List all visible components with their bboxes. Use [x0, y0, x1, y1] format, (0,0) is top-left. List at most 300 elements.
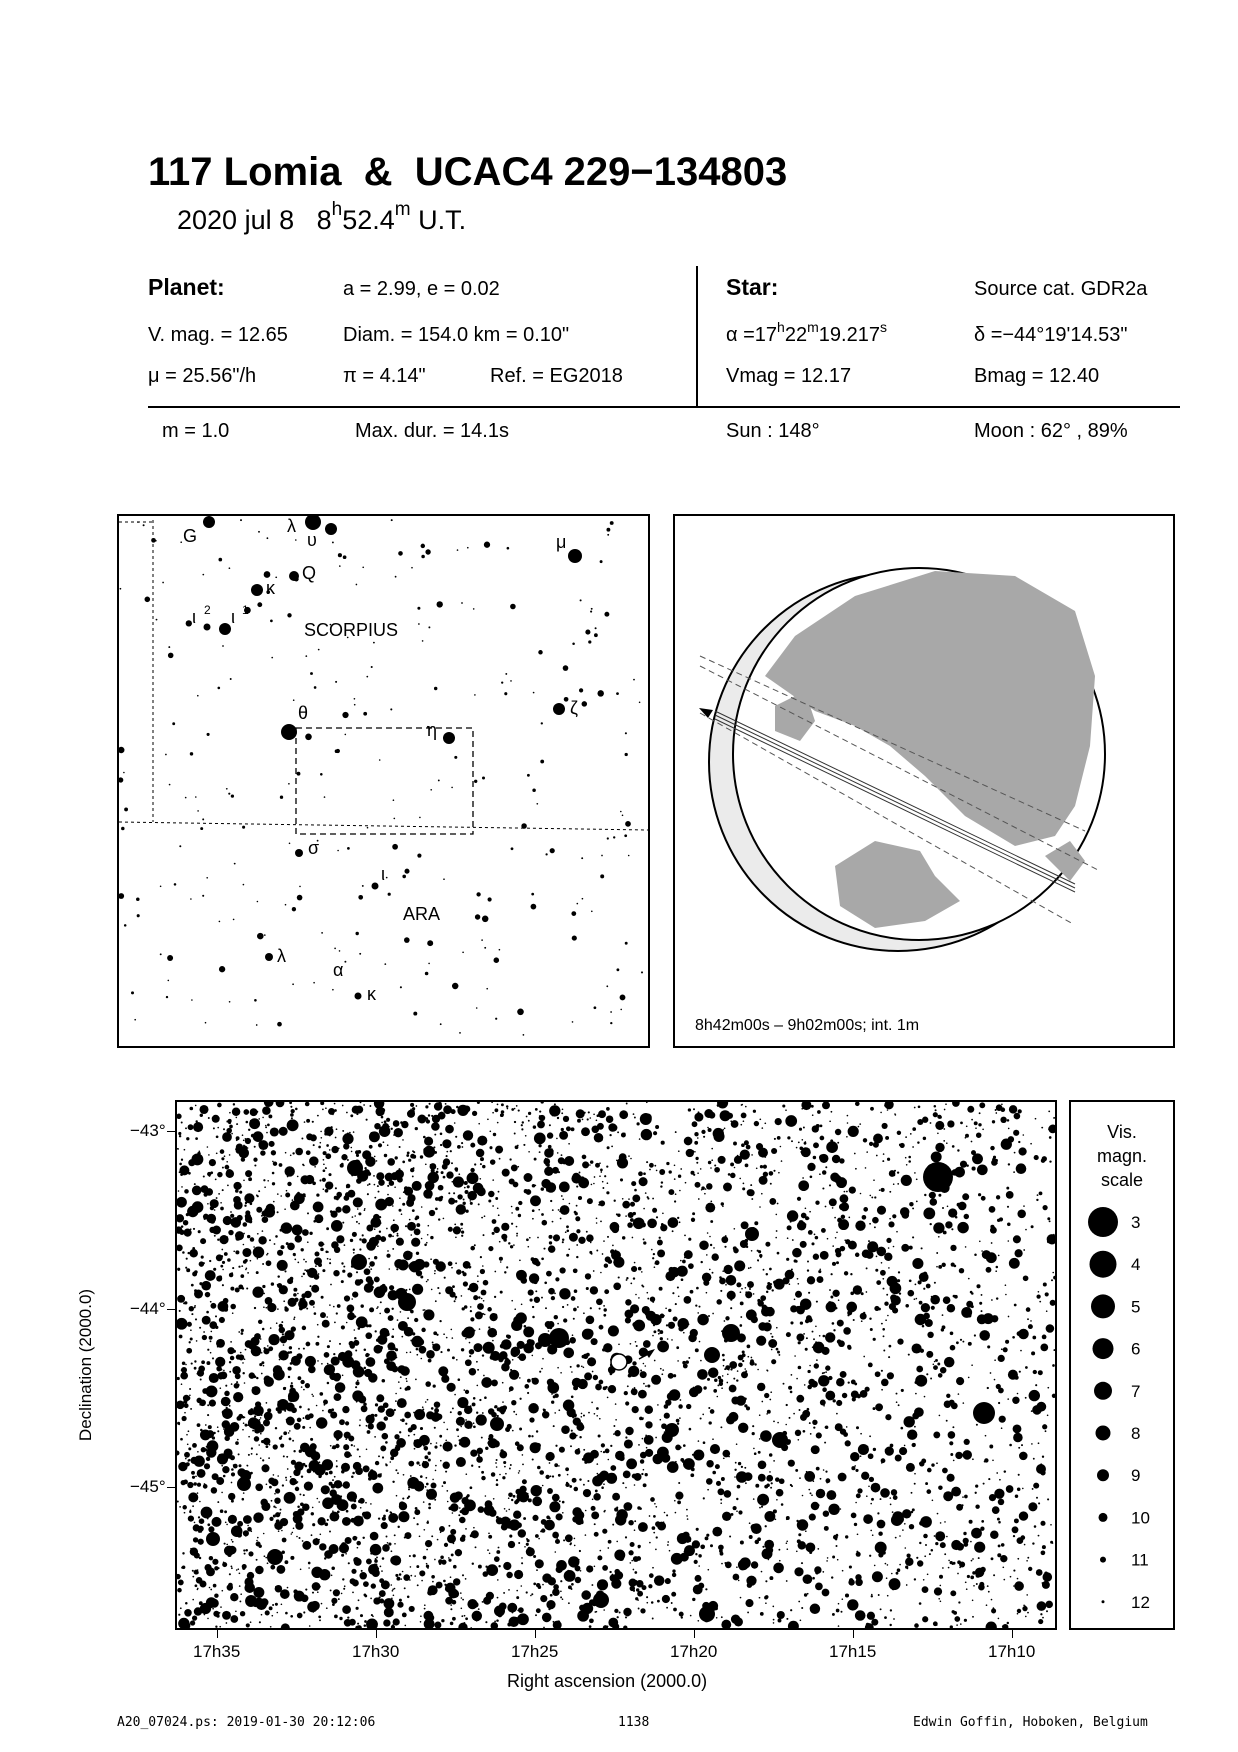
field-star	[933, 1365, 938, 1370]
field-star	[683, 1444, 686, 1447]
field-star	[412, 1150, 414, 1152]
field-star	[391, 1555, 401, 1565]
field-star	[188, 1447, 191, 1450]
field-star	[531, 893, 534, 896]
field-star	[369, 1105, 371, 1107]
field-star	[581, 1365, 583, 1367]
field-star	[886, 1294, 888, 1296]
field-star	[201, 1447, 206, 1452]
field-star	[773, 1170, 775, 1172]
field-star	[777, 1351, 780, 1354]
field-star	[823, 1405, 825, 1407]
field-star	[374, 1276, 380, 1282]
field-star	[678, 1150, 680, 1152]
field-star	[313, 1202, 324, 1213]
field-star	[569, 1203, 571, 1205]
field-star	[777, 1136, 781, 1140]
field-star	[938, 1194, 941, 1197]
field-star	[994, 1359, 996, 1361]
field-star	[237, 1533, 242, 1538]
field-star	[979, 1302, 982, 1305]
field-star	[396, 1495, 398, 1497]
field-star	[1007, 1223, 1011, 1227]
field-star	[243, 1140, 245, 1142]
star-upsilon-sco	[325, 523, 337, 535]
field-star	[632, 1474, 637, 1479]
field-star	[202, 1316, 211, 1325]
field-star	[457, 549, 459, 551]
field-star	[261, 1373, 263, 1375]
field-star	[846, 1136, 848, 1138]
field-star	[881, 1262, 883, 1264]
field-star	[393, 818, 395, 820]
field-star	[1023, 1249, 1025, 1251]
field-star	[651, 1601, 654, 1604]
field-star	[395, 1469, 397, 1471]
field-star	[922, 1519, 925, 1522]
field-star	[470, 1450, 477, 1457]
field-star	[407, 1222, 416, 1231]
field-star	[831, 1576, 833, 1578]
field-star	[853, 1285, 862, 1294]
field-star	[729, 1385, 737, 1393]
field-star	[855, 1469, 858, 1472]
field-star	[470, 1427, 472, 1429]
field-star	[698, 1565, 700, 1567]
field-star	[267, 537, 269, 539]
field-star	[179, 1310, 181, 1312]
field-star	[521, 1303, 523, 1305]
field-star	[287, 1367, 289, 1369]
field-star	[517, 1008, 524, 1015]
field-star	[976, 1284, 980, 1288]
field-star	[993, 1156, 996, 1159]
field-star	[270, 1127, 279, 1136]
field-star	[326, 1316, 328, 1318]
field-star	[392, 1235, 394, 1237]
field-star	[359, 1419, 361, 1421]
field-star	[593, 1375, 598, 1380]
event-magnitude-drop: m = 1.0	[162, 420, 230, 442]
field-star	[765, 1525, 767, 1527]
field-star	[1006, 1485, 1014, 1493]
field-star	[766, 1413, 768, 1415]
field-star	[770, 1333, 772, 1335]
field-star	[573, 1268, 578, 1273]
field-star	[874, 1196, 876, 1198]
field-star	[264, 1555, 266, 1557]
field-star	[994, 1489, 1004, 1499]
field-star	[428, 963, 430, 965]
field-star	[926, 1489, 931, 1494]
field-star	[362, 1234, 364, 1236]
field-star	[226, 1398, 228, 1400]
field-star	[184, 1609, 192, 1617]
field-star	[379, 759, 381, 761]
field-star	[417, 1584, 419, 1586]
field-star	[857, 1533, 859, 1535]
field-star	[817, 1548, 819, 1550]
field-star	[240, 1611, 245, 1616]
field-star	[450, 1329, 452, 1331]
field-star	[710, 1409, 715, 1414]
field-star	[356, 1154, 359, 1157]
field-star	[713, 1128, 724, 1139]
field-star	[181, 1186, 183, 1188]
field-star	[803, 1333, 805, 1335]
field-star	[882, 1123, 888, 1129]
field-star	[246, 1267, 248, 1269]
field-star	[834, 1217, 836, 1219]
globe-panel	[673, 514, 1175, 1048]
field-star	[806, 1471, 808, 1473]
field-star	[817, 1609, 819, 1611]
field-star	[370, 1268, 372, 1270]
field-star	[532, 788, 536, 792]
field-star	[832, 1613, 835, 1616]
field-star	[893, 1618, 895, 1620]
field-star	[937, 1513, 939, 1515]
field-star	[342, 1105, 344, 1107]
field-star	[517, 1145, 519, 1147]
field-star	[254, 1146, 256, 1148]
field-star	[803, 1574, 813, 1584]
field-star	[222, 1132, 232, 1142]
field-star	[630, 1586, 636, 1592]
field-star	[991, 1599, 993, 1601]
constellation-ara: ARA	[403, 904, 441, 924]
field-star	[1052, 1272, 1054, 1274]
field-star	[1031, 1443, 1033, 1445]
field-star	[284, 1270, 286, 1272]
field-star	[484, 1215, 486, 1217]
field-star	[479, 1178, 481, 1180]
field-star	[638, 1297, 640, 1299]
field-star	[364, 1624, 367, 1627]
field-star	[1018, 1141, 1020, 1143]
field-star	[720, 1426, 722, 1428]
field-star	[613, 1257, 624, 1268]
field-star	[674, 1500, 676, 1502]
field-star	[443, 1580, 446, 1583]
field-star	[464, 1500, 476, 1512]
field-star	[1053, 1349, 1055, 1351]
field-star	[317, 1336, 319, 1338]
field-star	[242, 1498, 245, 1501]
field-star	[351, 1475, 354, 1478]
field-star	[971, 1292, 974, 1295]
field-star	[457, 1435, 459, 1437]
field-star	[1043, 1283, 1047, 1287]
field-star	[597, 690, 604, 697]
field-star	[703, 1386, 706, 1389]
field-star	[266, 1254, 268, 1256]
field-star	[532, 1355, 534, 1357]
field-star	[329, 1531, 331, 1533]
field-star	[258, 1253, 260, 1255]
field-star	[408, 1435, 410, 1437]
field-star	[470, 1143, 475, 1148]
field-star	[804, 1142, 807, 1145]
field-star	[925, 1482, 928, 1485]
field-star	[562, 1598, 564, 1600]
field-star	[342, 1375, 344, 1377]
field-star	[797, 1283, 799, 1285]
field-star	[201, 1256, 204, 1259]
field-star	[417, 1115, 426, 1124]
field-star	[303, 1348, 305, 1350]
field-star	[825, 1391, 835, 1401]
field-star	[922, 1616, 928, 1622]
field-star	[462, 1146, 464, 1148]
field-star	[531, 1485, 542, 1496]
field-star	[897, 1568, 901, 1572]
field-star	[454, 1300, 456, 1302]
field-star	[476, 1149, 485, 1158]
field-star	[189, 1511, 191, 1513]
field-star	[426, 1483, 429, 1486]
field-star	[414, 1509, 420, 1515]
field-star	[631, 1388, 638, 1395]
field-star	[844, 1271, 848, 1275]
field-star	[482, 916, 489, 923]
field-star	[239, 1600, 241, 1602]
field-star	[564, 697, 569, 702]
field-star	[619, 1612, 621, 1614]
field-star	[347, 1312, 355, 1320]
field-star	[871, 1483, 881, 1493]
field-star	[794, 1298, 796, 1300]
field-star	[488, 1535, 492, 1539]
field-star	[325, 1189, 329, 1193]
field-star	[257, 1233, 259, 1235]
field-star	[942, 1468, 948, 1474]
field-star	[366, 1449, 368, 1451]
field-star	[478, 1454, 480, 1456]
field-star	[212, 1559, 218, 1565]
field-star	[537, 1237, 539, 1239]
field-star	[331, 1146, 338, 1153]
field-star	[201, 1433, 203, 1435]
field-star	[497, 1208, 499, 1210]
field-star	[284, 1492, 296, 1504]
field-star	[501, 1410, 505, 1414]
field-star	[874, 1226, 876, 1228]
field-star	[1029, 1390, 1040, 1401]
field-star	[549, 1501, 560, 1512]
field-star	[376, 1160, 378, 1162]
field-star	[295, 1235, 302, 1242]
field-star	[745, 1164, 749, 1168]
field-star	[552, 1532, 559, 1539]
field-star	[979, 1330, 990, 1341]
field-star	[885, 1414, 891, 1420]
field-star	[933, 1621, 938, 1626]
field-star	[523, 1517, 526, 1520]
field-star	[538, 1144, 541, 1147]
field-star	[274, 1497, 280, 1503]
field-star	[905, 1304, 909, 1308]
field-star	[394, 1259, 404, 1269]
planet-diameter: Diam. = 154.0 km = 0.10"	[343, 324, 570, 346]
field-star	[1026, 1307, 1031, 1312]
field-star	[566, 1293, 569, 1296]
field-star	[733, 1413, 735, 1415]
field-star	[305, 1482, 313, 1490]
field-star	[309, 1232, 312, 1235]
field-star	[971, 1305, 974, 1308]
field-star	[509, 1390, 511, 1392]
field-star	[358, 1500, 362, 1504]
field-star	[235, 1610, 237, 1612]
field-star	[452, 1285, 455, 1288]
field-star	[489, 1146, 492, 1149]
field-star	[969, 1520, 973, 1524]
event-minute: 52.4	[342, 205, 395, 235]
field-star	[450, 1576, 452, 1578]
field-star	[374, 1537, 376, 1539]
field-star	[465, 1190, 469, 1194]
field-star	[646, 1596, 648, 1598]
field-star	[501, 1339, 512, 1350]
field-star	[229, 1405, 231, 1407]
label-Q: Q	[302, 563, 317, 583]
field-star	[673, 1608, 677, 1612]
field-star	[451, 1267, 453, 1269]
field-star	[191, 1471, 195, 1475]
field-star	[369, 1145, 373, 1149]
field-star	[331, 1211, 338, 1218]
field-star	[705, 1536, 709, 1540]
star-declination: δ =−44°19'14.53"	[974, 324, 1128, 346]
field-star	[271, 657, 273, 659]
field-star	[137, 914, 140, 917]
field-star	[374, 1184, 376, 1186]
field-star	[750, 1267, 752, 1269]
field-star	[206, 877, 208, 879]
field-star	[981, 1520, 984, 1523]
field-star	[759, 1507, 761, 1509]
field-star	[238, 1266, 240, 1268]
field-star	[760, 1165, 763, 1168]
field-star	[573, 1388, 575, 1390]
field-star	[312, 1582, 321, 1591]
field-star	[179, 1506, 181, 1508]
field-star	[227, 1399, 230, 1402]
field-star	[813, 1426, 815, 1428]
field-star	[803, 1127, 805, 1129]
field-star	[258, 1236, 266, 1244]
field-star	[1023, 1275, 1029, 1281]
field-star	[1041, 1550, 1046, 1555]
field-star	[394, 1128, 403, 1137]
field-star	[958, 1393, 960, 1395]
field-star	[789, 1283, 791, 1285]
field-star	[776, 1489, 784, 1497]
field-star	[575, 1567, 577, 1569]
field-star	[821, 1228, 826, 1233]
field-star	[282, 1484, 284, 1486]
field-star	[788, 1386, 792, 1390]
field-star	[166, 996, 168, 998]
field-star	[596, 1407, 599, 1410]
field-star	[379, 1231, 381, 1233]
field-star	[836, 1400, 842, 1406]
field-star	[339, 1343, 341, 1345]
field-star	[610, 1465, 616, 1471]
field-star	[799, 1146, 803, 1150]
field-star	[331, 1356, 340, 1365]
field-star	[349, 1132, 351, 1134]
field-star	[194, 1360, 196, 1362]
field-star	[429, 1103, 431, 1105]
field-star	[191, 1284, 194, 1287]
field-star	[935, 1121, 944, 1130]
field-star	[623, 1608, 631, 1616]
field-star	[799, 1128, 802, 1131]
field-star	[303, 1259, 305, 1261]
field-star	[579, 1550, 581, 1552]
field-star	[423, 1529, 425, 1531]
field-star	[514, 1570, 523, 1579]
field-star	[264, 1186, 266, 1188]
field-star	[395, 1393, 397, 1395]
field-star	[220, 1458, 222, 1460]
field-star	[674, 1178, 676, 1180]
field-star	[402, 875, 406, 879]
field-star	[303, 1494, 305, 1496]
field-star	[934, 1227, 936, 1229]
field-star	[263, 1179, 265, 1181]
field-star	[967, 1575, 970, 1578]
field-star	[366, 1324, 369, 1327]
field-star	[314, 1166, 316, 1168]
field-star	[333, 1270, 339, 1276]
field-star	[596, 1463, 598, 1465]
field-star	[329, 1304, 331, 1306]
field-star	[666, 1607, 668, 1609]
field-star	[277, 1401, 280, 1404]
field-star	[530, 1595, 532, 1597]
field-star	[736, 1510, 738, 1512]
field-star	[534, 1297, 540, 1303]
field-star	[519, 1428, 522, 1431]
field-star	[813, 1480, 815, 1482]
field-star	[450, 1411, 452, 1413]
field-star	[971, 1119, 973, 1121]
field-star	[798, 1601, 800, 1603]
field-star	[345, 1451, 348, 1454]
field-star	[844, 1239, 846, 1241]
field-star	[596, 1611, 598, 1613]
field-star	[478, 1608, 480, 1610]
field-star	[365, 1357, 375, 1367]
field-star	[392, 1588, 394, 1590]
field-star	[346, 1322, 348, 1324]
field-star	[712, 1313, 714, 1315]
field-star	[684, 1235, 686, 1237]
field-star	[742, 1353, 746, 1357]
field-star	[184, 1452, 190, 1458]
field-star	[191, 999, 193, 1001]
field-star	[599, 1550, 601, 1552]
field-star	[591, 608, 593, 610]
field-star	[279, 1285, 288, 1294]
field-star	[883, 1153, 885, 1155]
field-star	[277, 1193, 279, 1195]
field-star	[435, 1197, 439, 1201]
field-star	[202, 1335, 207, 1340]
